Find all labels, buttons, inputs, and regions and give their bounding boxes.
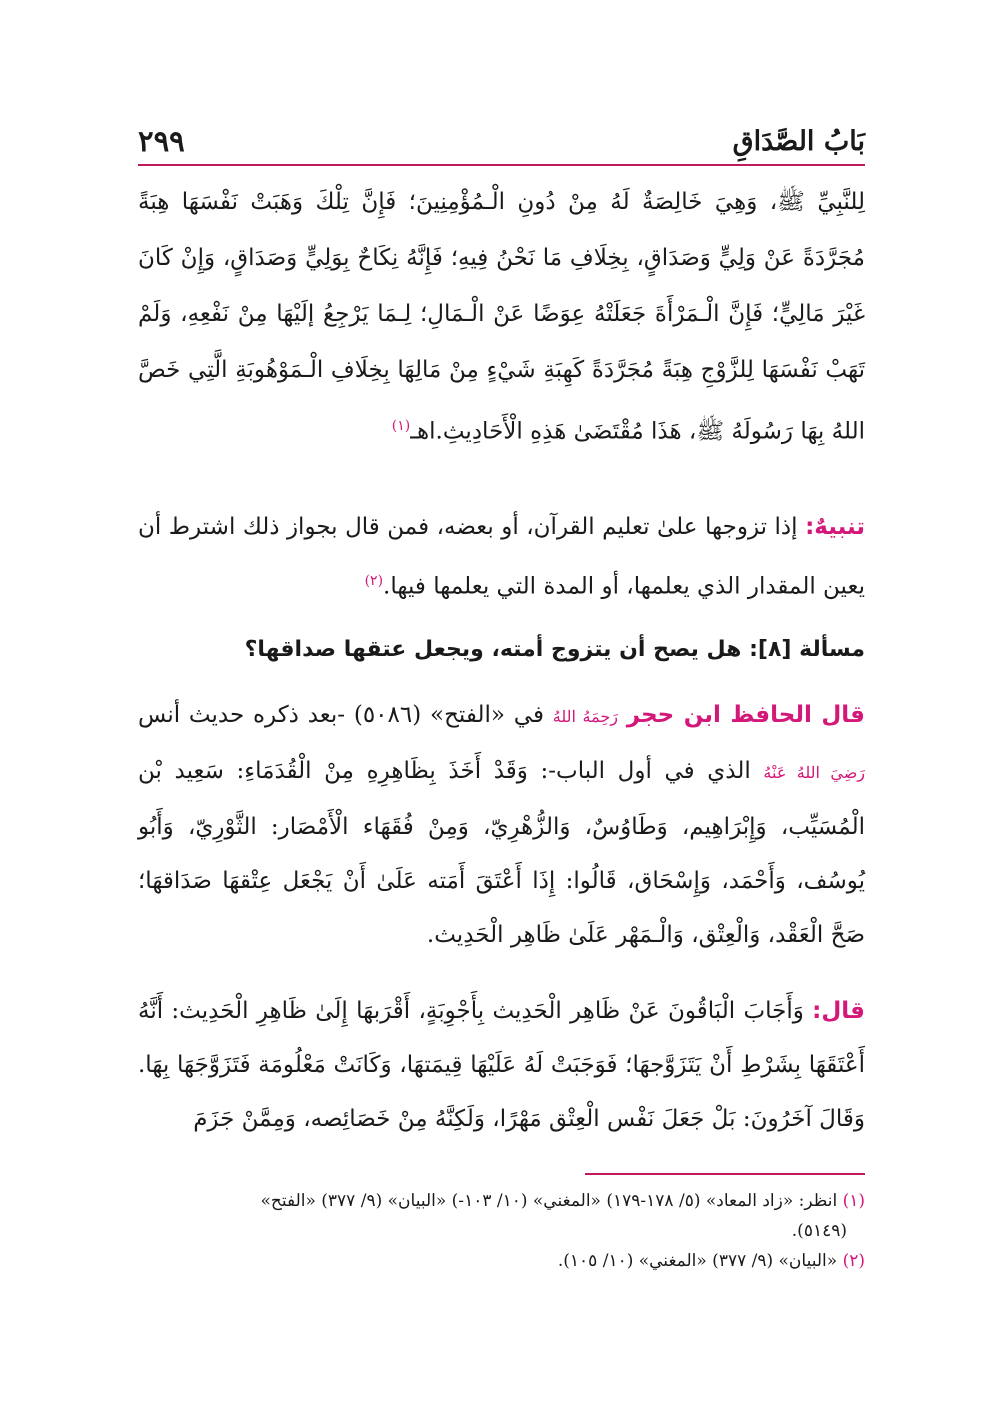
note-label: تنبيهٌ: <box>805 514 866 540</box>
footnote-continuation: (٥١٤٩). <box>791 1221 847 1241</box>
footnote-text: انظر: «زاد المعاد» (٥/ ١٧٨-١٧٩) «المغني» (١٠/ ١٠٣-) «البيان» (٩/ ٣٧٧) «الفتح» <box>260 1191 838 1211</box>
answer-label: قال: <box>812 998 865 1024</box>
honorific-mark-2: رَضِيَ اللهُ عَنْهُ <box>763 763 866 782</box>
footnote-ref-2[interactable]: (٢) <box>364 573 384 589</box>
quote-intro: في «الفتح» (٥٠٨٦) -بعد ذكره حديث أنس <box>138 702 544 728</box>
paragraph-1-text: لِلنَّبِيِّ ﷺ، وَهِيَ خَالِصَةٌ لَهُ مِنْ دُونِ الْـمُؤْمِنِينَ؛ فَإِنَّ تِلْكَ وَهَبَتْ نَفْسَهَا هِبَةً مُجَرَّدَةً عَنْ وَلِيٍّ وَصَدَاقٍ، بِخِلَافِ مَا نَحْنُ فِيهِ؛ فَإِنَّهُ نِكَاحٌ بِوَلِيٍّ وَصَدَاقٍ، وَإِنْ كَانَ غَيْرَ مَالِيٍّ؛ فَإِنَّ الْـمَرْأَةَ جَعَلَتْهُ عِوَضًا عَنْ الْـمَالِ؛ لِـمَا يَرْجِعُ إلَيْهَا مِنْ نَفْعِهِ، وَلَمْ تَهَبْ نَفْسَهَا لِلزَّوْجِ هِبَةً مُجَرَّدَةً كَهِبَةِ شَيْءٍ مِنْ مَالِهَا بِخِلَافِ الْـمَوْهُوبَةِ الَّتِي خَصَّ اللهُ بِهَا رَسُولَهُ ﷺ، هَذَا مُقْتَضَىٰ هَذِهِ الْأَحَادِيثِ.اهـ <box>138 189 865 445</box>
paragraph-answer <box>138 984 865 1146</box>
quote-text: الذي في أول الباب-: وَقَدْ أَخَذَ بِظَاهِرِهِ مِنْ الْقُدَمَاءِ: سَعِيد بْن الْمُسَيِّب، وَإِبْرَاهِيم، وَطَاوُسٌ، وَالزُّهْرِيّ، وَمِنْ فُقَهَاء الْأَمْصَار: الثَّوْرِيّ، وَأَبُو يُوسُف، وَأَحْمَد، وَإِسْحَاق، قَالُوا: إِذَا أَعْتَقَ أَمَته عَلَىٰ أَنْ يَجْعَل عِتْقهَا صَدَاقهَا؛ صَحَّ الْعَقْد، وَالْعِتْق، وَالْـمَهْر عَلَىٰ ظَاهِر الْحَدِيث. <box>138 758 865 948</box>
footnote <box>138 1186 865 1246</box>
footnote-ref-1[interactable]: (١) <box>391 418 411 434</box>
chapter-title: بَابُ الصَّدَاقِ <box>732 126 865 157</box>
paragraph-quote <box>138 688 865 962</box>
footnote-separator <box>585 1173 865 1175</box>
answer-text: وَأَجَابَ الْبَاقُونَ عَنْ ظَاهِر الْحَدِيث بِأَجْوِبَةٍ، أَقْرَبهَا إِلَىٰ ظَاهِرِ الْحَدِيث: أَنَّهُ أَعْتَقَهَا بِشَرْطِ أَنْ يَتَزَوَّجهَا؛ فَوَجَبَتْ لَهُ عَلَيْهَا قِيمَتهَا، وَكَانَتْ مَعْلُومَة فَتَزَوَّجَهَا بِهَا. وَقَالَ آخَرُونَ: بَلْ جَعَلَ نَفْس الْعِتْق مَهْرًا، وَلَكِنَّهُ مِنْ خَصَائِصه، وَمِمَّنْ جَزَمَ <box>138 998 865 1132</box>
page-number: ٢٩٩ <box>138 124 185 158</box>
footnote <box>138 1246 865 1276</box>
honorific-mark: رَحِمَهُ اللهُ <box>552 707 618 726</box>
header-rule <box>138 164 865 166</box>
page-header <box>138 122 865 166</box>
issue-label: مسألة [٨]: <box>749 637 865 662</box>
note-text: إذا تزوجها علىٰ تعليم القرآن، أو بعضه، فمن قال بجواز ذلك اشترط أن يعين المقدار الذي يعلمها، أو المدة التي يعلمها فيها. <box>138 514 865 600</box>
footnote-number: (٢) <box>842 1251 865 1271</box>
paragraph-note <box>138 500 865 614</box>
issue-heading <box>138 630 865 670</box>
footnote-number: (١) <box>842 1191 865 1211</box>
footnote-text: «البيان» (٩/ ٣٧٧) «المغني» (١٠/ ١٠٥). <box>557 1251 838 1271</box>
quote-attribution: قال الحافظ ابن حجر <box>626 702 865 728</box>
footnotes <box>138 1186 865 1276</box>
paragraph-1 <box>138 174 865 460</box>
issue-question: هل يصح أن يتزوج أمته، ويجعل عتقها صداقها؟ <box>244 637 742 662</box>
